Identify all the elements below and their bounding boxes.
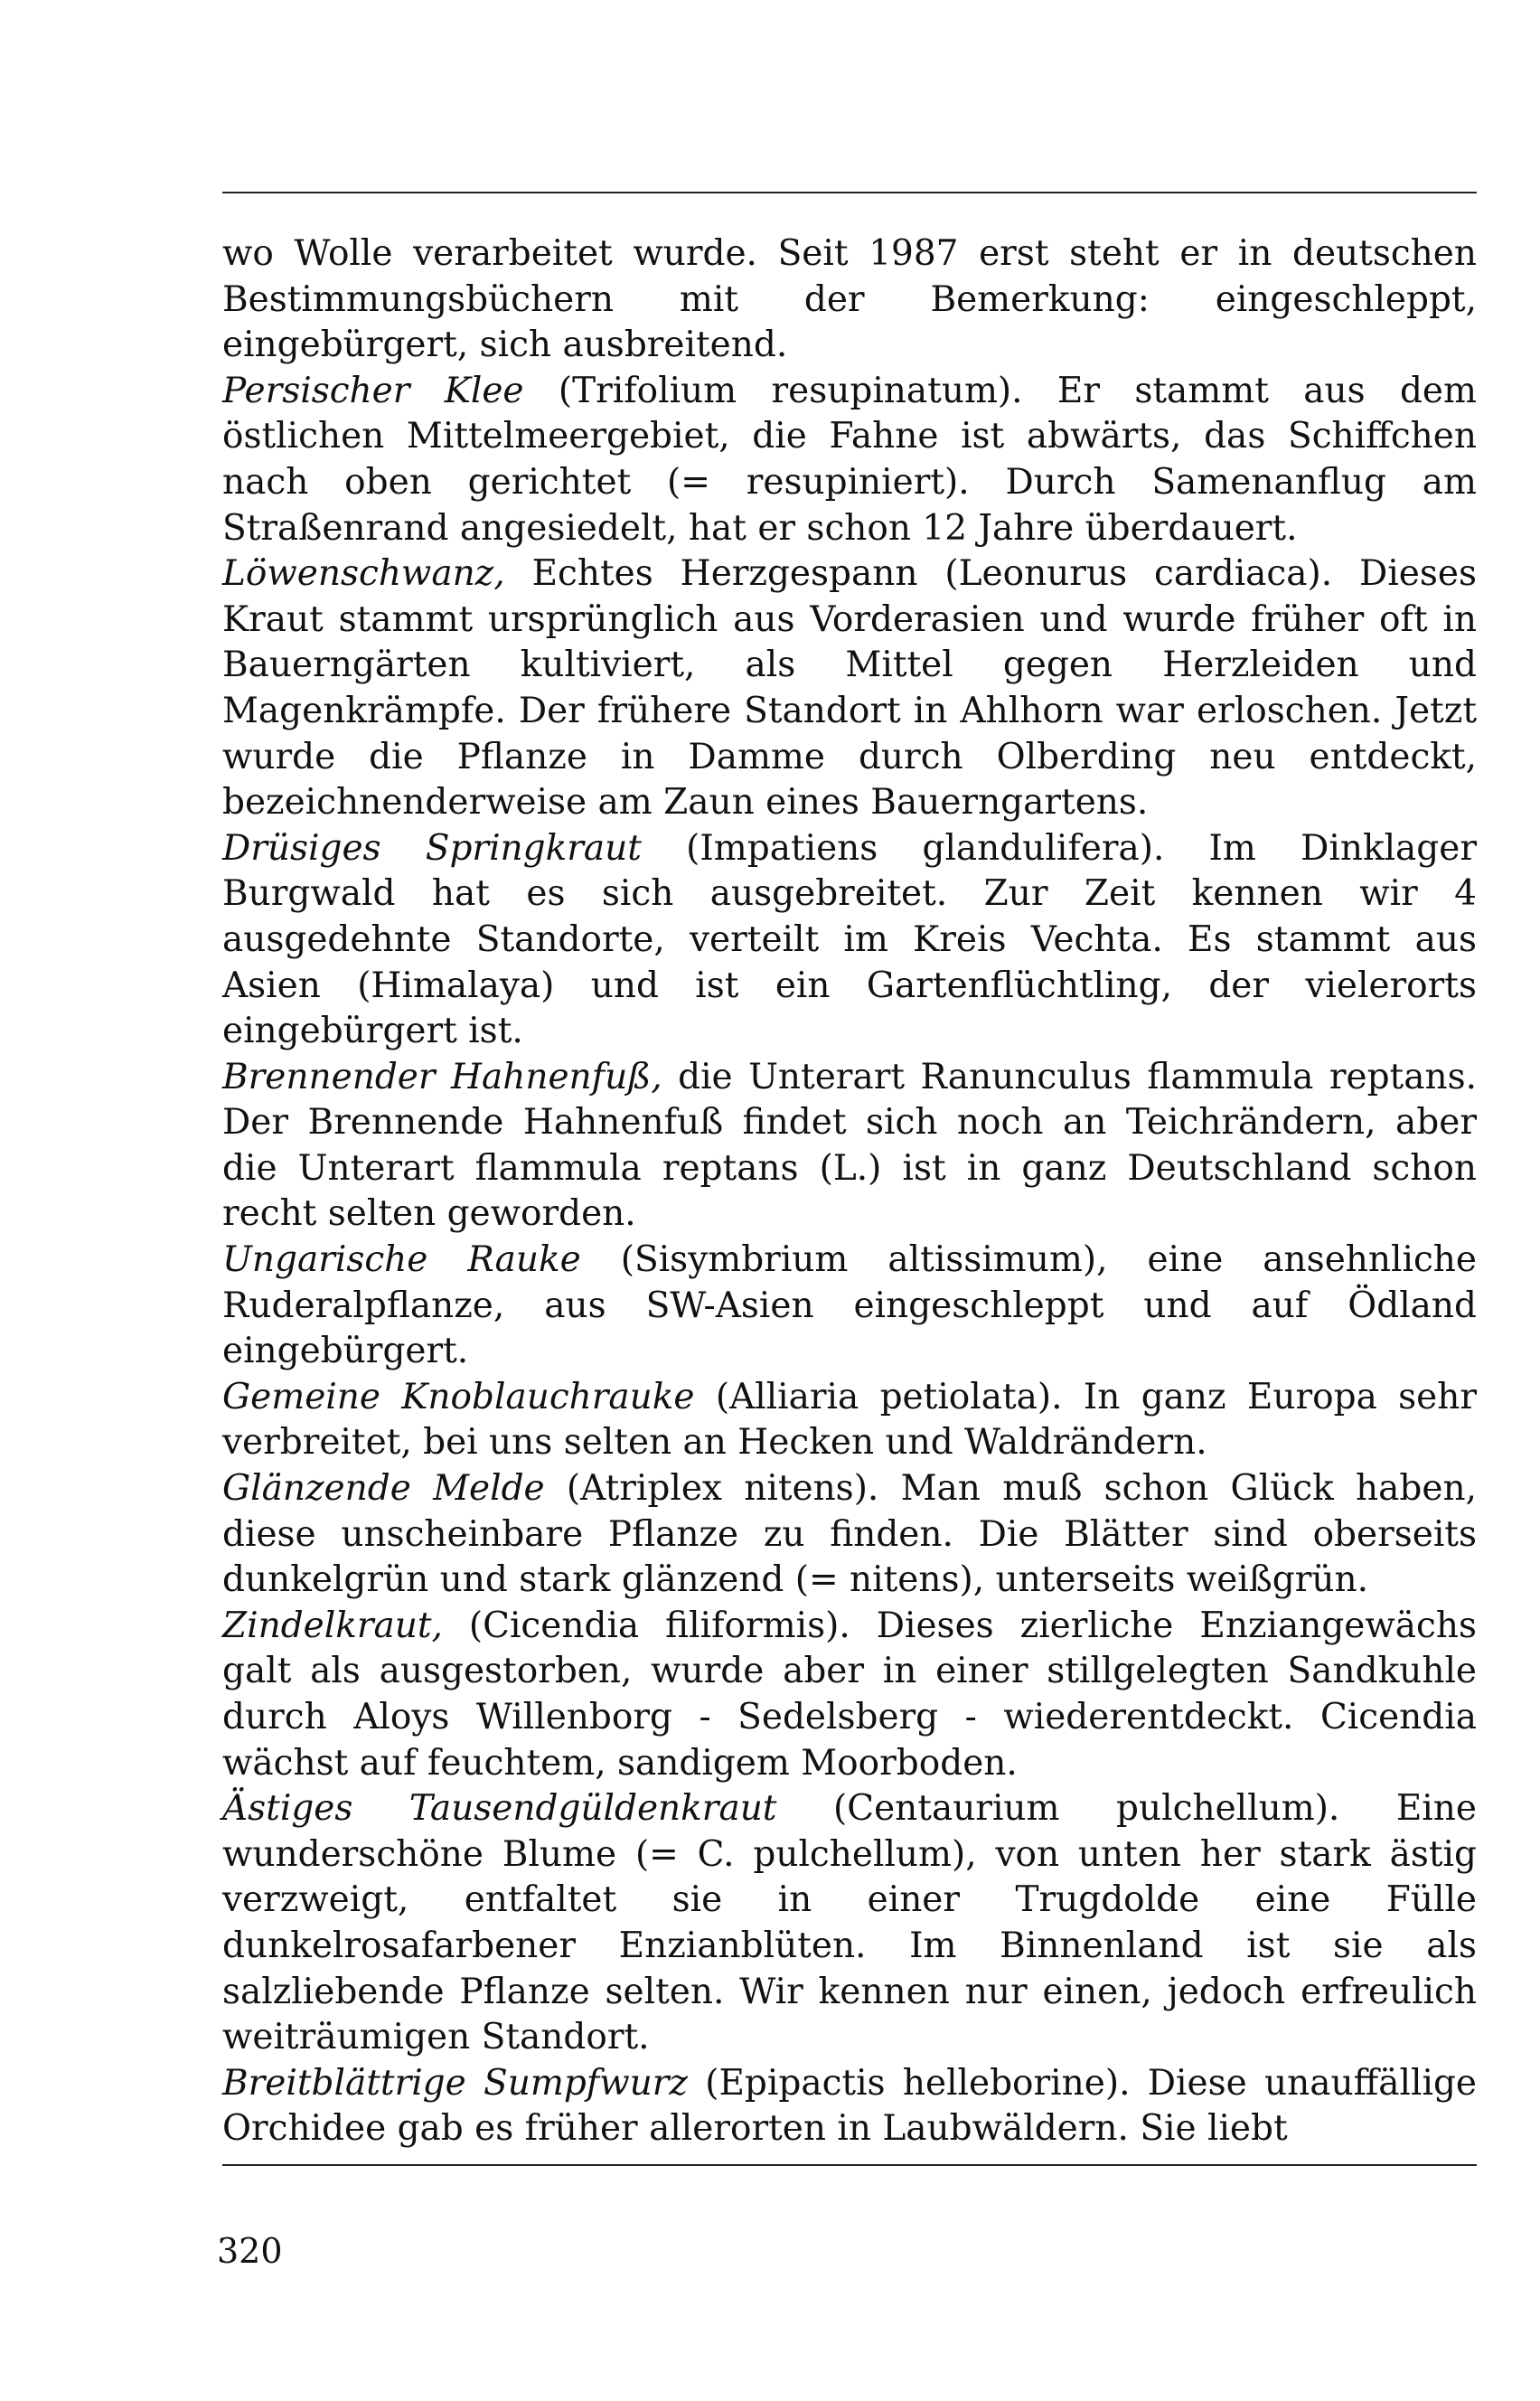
paragraph-text: die Unterart Ranunculus flammula reptans. Der Brennende Hahnenfuß findet sich noch an Teichrändern, aber die Unterart flammula reptans (L.) ist in ganz Deutschland schon recht selten geworden.	[222, 1056, 1477, 1235]
plant-name: Persischer Klee	[222, 370, 524, 411]
plant-name: Ungarische Rauke	[222, 1239, 581, 1281]
paragraph-ungarische-rauke	[222, 1238, 1477, 1375]
paragraph-glaenzende-melde	[222, 1466, 1477, 1604]
plant-name: Drüsiges Springkraut	[222, 827, 642, 869]
paragraph-druesiges-springkraut	[222, 826, 1477, 1055]
plant-name: Breitblättrige Sumpfwurz	[222, 2062, 688, 2104]
plant-name: Gemeine Knoblauchrauke	[222, 1376, 695, 1417]
body-text	[222, 231, 1477, 2152]
paragraph-text: (Trifolium resupinatum). Er stammt aus dem östlichen Mittelmeergebiet, die Fahne ist abwärts, das Schiffchen nach oben gerichtet (= resupiniert). Durch Samenanflug am Straßenrand angesiedelt, hat er schon 12 Jahre überdauert.	[222, 370, 1477, 549]
paragraph-text: (Impatiens glandulifera). Im Dinklager Burgwald hat es sich ausgebreitet. Zur Zeit kennen wir 4 ausgedehnte Standorte, verteilt im Kreis Vechta. Es stammt aus Asien (Himalaya) und ist ein Gartenflüchtling, der vielerorts eingebürgert ist.	[222, 827, 1477, 1052]
page-number: 320	[217, 2231, 283, 2271]
paragraph-wolle	[222, 231, 1477, 369]
plant-name: Glänzende Melde	[222, 1468, 545, 1510]
paragraph-aestiges-tausendgueldenkraut	[222, 1786, 1477, 2061]
paragraph-text: (Sisymbrium altissimum), eine ansehnliche Ruderalpflanze, aus SW-Asien eingeschleppt und auf Ödland eingebürgert.	[222, 1239, 1477, 1372]
paragraph-text: Echtes Herzgespann (Leonurus cardiaca). Dieses Kraut stammt ursprünglich aus Vorderasien und wurde früher oft in Bauerngärten kultiviert, als Mittel gegen Herzleiden und Magenkrämpfe. Der frühere Standort in Ahlhorn war erloschen. Jetzt wurde die Pflanze in Damme durch Olberding neu entdeckt, bezeichnenderweise am Zaun eines Bauerngartens.	[222, 553, 1477, 824]
paragraph-text: (Centaurium pulchellum). Eine wunderschöne Blume (= C. pulchellum), von unten her stark ästig verzweigt, entfaltet sie in einer Trugdolde eine Fülle dunkelrosafarbener Enzianblüten. Im Binnenland ist sie als salzliebende Pflanze selten. Wir kennen nur einen, jedoch erfreulich weiträumigen Standort.	[222, 1788, 1477, 2058]
paragraph-text: (Epipactis helleborine). Diese unauffällige Orchidee gab es früher allerorten in Laubwäldern. Sie liebt	[222, 2062, 1477, 2150]
paragraph-text: (Alliaria petiolata). In ganz Europa sehr verbreitet, bei uns selten an Hecken und Waldrändern.	[222, 1376, 1478, 1464]
paragraph-gemeine-knoblauchrauke	[222, 1375, 1477, 1466]
top-rule	[222, 192, 1477, 193]
paragraph-zindelkraut	[222, 1604, 1477, 1786]
paragraph-text: (Atriplex nitens). Man muß schon Glück haben, diese unscheinbare Pflanze zu finden. Die Blätter sind oberseits dunkelgrün und stark glänzend (= nitens), unterseits weißgrün.	[222, 1468, 1477, 1601]
plant-name: Ästiges Tausendgüldenkraut	[222, 1788, 777, 1830]
plant-name: Zindelkraut,	[222, 1605, 443, 1646]
paragraph-breitblaettrige-sumpfwurz	[222, 2061, 1477, 2152]
paragraph-persischer-klee	[222, 369, 1477, 551]
bottom-rule	[222, 2164, 1477, 2166]
paragraph-text: wo Wolle verarbeitet wurde. Seit 1987 erst steht er in deutschen Bestimmungsbüchern mit der Bemerkung: eingeschleppt, eingebürgert, sich ausbreitend.	[222, 233, 1477, 366]
plant-name: Löwenschwanz,	[222, 553, 505, 595]
paragraph-loewenschwanz	[222, 551, 1477, 826]
paragraph-brennender-hahnenfuss	[222, 1055, 1477, 1238]
plant-name: Brennender Hahnenfuß,	[222, 1056, 662, 1097]
paragraph-text: (Cicendia filiformis). Dieses zierliche Enziangewächs galt als ausgestorben, wurde aber in einer stillgelegten Sandkuhle durch Aloys Willenborg - Sedelsberg - wiederentdeckt. Cicendia wächst auf feuchtem, sandigem Moorboden.	[222, 1605, 1477, 1784]
